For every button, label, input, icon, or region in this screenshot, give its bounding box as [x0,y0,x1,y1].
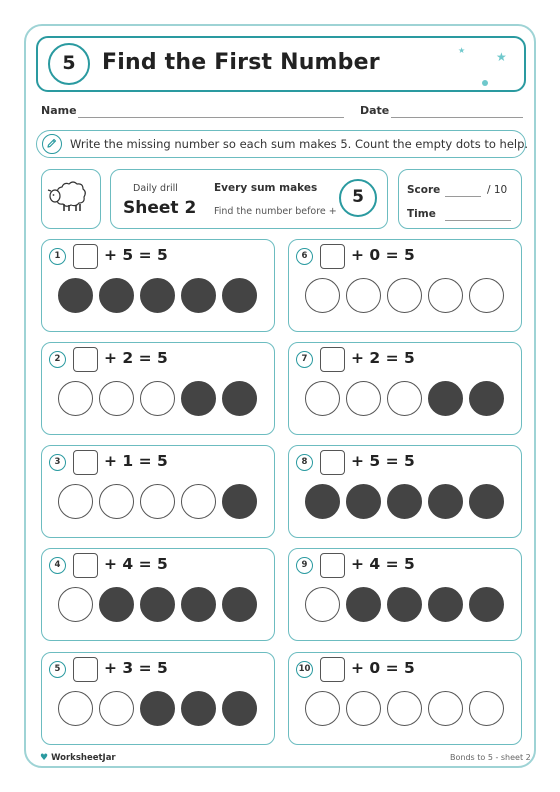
equation-text: + 5 = 5 [104,246,168,264]
equation-text: + 0 = 5 [351,659,415,677]
filled-dot [181,278,216,313]
equation-text: + 3 = 5 [104,659,168,677]
answer-box[interactable] [320,450,345,475]
filled-dot [222,381,257,416]
answer-box[interactable] [73,553,98,578]
instruction-banner [36,130,529,158]
dot-row [58,484,258,520]
empty-dot [99,691,134,726]
equation-text: + 4 = 5 [104,555,168,573]
empty-dot [181,484,216,519]
empty-dot [469,691,504,726]
filled-dot [58,278,93,313]
filled-dot [222,691,257,726]
equation-text: + 2 = 5 [351,349,415,367]
dot-row [305,691,505,727]
target-label: Every sum makes [214,182,318,194]
problem-card [288,652,522,745]
sheep-card [41,169,101,229]
equation-text: + 2 = 5 [104,349,168,367]
date-label: Date [360,104,390,117]
empty-dot [346,691,381,726]
empty-dot [58,691,93,726]
empty-dot [387,381,422,416]
filled-dot [387,587,422,622]
filled-dot [181,587,216,622]
drill-label: Daily drill [133,183,178,194]
empty-dot [346,278,381,313]
dot-row [58,691,258,727]
instruction-text: Write the missing number so each sum makes 5. Count the empty dots to help. [70,137,529,151]
filled-dot [222,587,257,622]
equation-text: + 4 = 5 [351,555,415,573]
sheet-name: Sheet 2 [123,198,197,218]
dot-row [305,381,505,417]
filled-dot [428,587,463,622]
filled-dot [99,278,134,313]
empty-dot [305,587,340,622]
filled-dot [140,691,175,726]
filled-dot [346,484,381,519]
answer-box[interactable] [320,553,345,578]
empty-dot [58,381,93,416]
filled-dot [99,587,134,622]
empty-dot [58,484,93,519]
drill-panel [110,169,388,229]
dot-row [58,381,258,417]
problem-number: 10 [296,661,313,678]
answer-box[interactable] [73,657,98,682]
problem-number: 2 [49,351,66,368]
time-field[interactable] [445,220,511,221]
empty-dot [305,381,340,416]
empty-dot [305,691,340,726]
problem-number: 3 [49,454,66,471]
filled-dot [222,278,257,313]
dot-row [58,278,258,314]
name-label: Name [41,104,77,117]
problem-number: 4 [49,557,66,574]
filled-dot [222,484,257,519]
problem-number: 5 [49,661,66,678]
filled-dot [140,278,175,313]
star-icon: ★ [496,50,507,64]
filled-dot [428,381,463,416]
score-label: Score [407,184,441,196]
problem-card [288,445,522,538]
filled-dot [181,381,216,416]
empty-dot [305,278,340,313]
filled-dot [469,381,504,416]
empty-dot [387,278,422,313]
problem-card [41,652,275,745]
problem-card [288,342,522,435]
filled-dot [469,587,504,622]
problem-card [41,342,275,435]
problem-number: 6 [296,248,313,265]
equation-text: + 1 = 5 [104,452,168,470]
brand-text: WorksheetJar [51,753,116,763]
sheep-icon [42,170,99,227]
problem-card [41,548,275,641]
filled-dot [428,484,463,519]
answer-box[interactable] [73,347,98,372]
dot-row [305,484,505,520]
empty-dot [99,381,134,416]
problem-card [41,445,275,538]
empty-dot [428,278,463,313]
footer-brand [40,753,116,763]
filled-dot [305,484,340,519]
answer-box[interactable] [320,347,345,372]
worksheet [24,24,536,768]
empty-dot [99,484,134,519]
title-bar [36,36,526,92]
problem-number: 7 [296,351,313,368]
empty-dot [387,691,422,726]
footer-page-label: Bonds to 5 - sheet 2 [450,753,531,762]
star-icon: ★ [458,46,466,55]
problem-card [288,548,522,641]
empty-dot [346,381,381,416]
dot-row [305,278,505,314]
score-field[interactable] [445,196,481,197]
answer-box[interactable] [320,244,345,269]
equation-text: + 5 = 5 [351,452,415,470]
problem-number: 8 [296,454,313,471]
problem-card [41,239,275,332]
answer-box[interactable] [73,450,98,475]
score-panel [398,169,522,229]
empty-dot [140,381,175,416]
target-number-badge: 5 [339,179,377,217]
empty-dot [469,278,504,313]
answer-box[interactable] [73,244,98,269]
empty-dot [428,691,463,726]
problem-card [288,239,522,332]
filled-dot [346,587,381,622]
title-number-badge: 5 [48,43,90,85]
time-label: Time [407,208,436,220]
empty-dot [58,587,93,622]
dot-row [305,587,505,623]
equation-text: + 0 = 5 [351,246,415,264]
problem-number: 9 [296,557,313,574]
score-total: / 10 [487,184,508,196]
answer-box[interactable] [320,657,345,682]
date-field[interactable] [391,117,523,118]
heart-icon: ♥ [40,753,49,763]
filled-dot [181,691,216,726]
empty-dot [140,484,175,519]
pencil-icon [42,134,62,154]
filled-dot [387,484,422,519]
problem-number: 1 [49,248,66,265]
page-title: Find the First Number [102,50,380,75]
dot-row [58,587,258,623]
filled-dot [469,484,504,519]
name-field[interactable] [78,117,344,118]
filled-dot [140,587,175,622]
drill-hint: Find the number before + [214,206,337,217]
decor-dot [482,80,488,86]
